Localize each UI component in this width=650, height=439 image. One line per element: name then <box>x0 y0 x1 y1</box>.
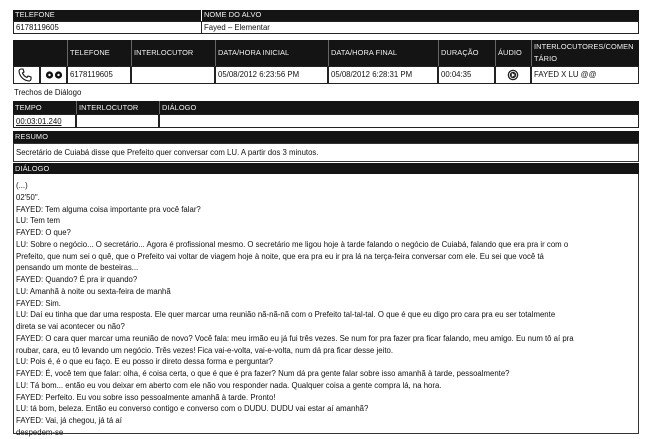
dialogo-line: pensando um monte de besteiras... <box>16 263 139 273</box>
dialogo-line: despedem-se <box>16 427 64 437</box>
row-duracao: 00:04:35 <box>438 66 495 84</box>
resumo-header: RESUMO <box>13 131 639 143</box>
dialogo-line: LU: Pois é, é o que eu faço. E eu posso ir direto dessa forma e perguntar? <box>16 357 274 367</box>
cassette-icon <box>45 70 63 80</box>
dialogo-line: FAYED: Sim. <box>16 298 61 308</box>
trechos-interlocutor-value <box>76 114 159 128</box>
dialogo-lines <box>16 180 574 439</box>
dialogo-line: FAYED: O cara quer marcar uma reunião de novo? Você fala: meu irmão eu já fui três vezes. Se num for pra fazer pra ficar falando, meu amigo. Eu num tô aí pra <box>16 333 574 343</box>
trechos-dialogo-header: DIÁLOGO <box>159 101 639 114</box>
tempo-header: TEMPO <box>13 101 76 114</box>
dialogo-line: LU: Amanhã à noite ou sexta-feira de manhã <box>16 286 171 296</box>
dialogo-line: Prefeito, que num sei o quê, que o Prefeito vai voltar de viagem hoje à noite, que era pra eu ir pra lá na terça-feira conversar com ele. Eu sei que você tá <box>16 251 544 261</box>
row-data-inicial: 05/08/2012 6:23:56 PM <box>215 66 328 84</box>
nome-alvo-header: NOME DO ALVO <box>202 10 639 21</box>
dialogo-line: FAYED: Tem alguma coisa importante pra você falar? <box>16 204 201 214</box>
col-audio-header: ÁUDIO <box>495 40 531 66</box>
row-telefone: 6178119605 <box>67 66 131 84</box>
telefone-value: 6178119605 <box>13 21 202 34</box>
telefone-header: TELEFONE <box>13 10 201 21</box>
col-telefone-header: TELEFONE <box>67 40 131 66</box>
col-duracao-header: DURAÇÃO <box>438 40 495 66</box>
nome-alvo-value: Fayed – Elementar <box>201 21 639 34</box>
dialogo-line: LU: Tem tem <box>16 216 61 226</box>
play-audio-icon[interactable] <box>507 69 519 81</box>
tempo-value: 00:03:01.240 <box>13 114 76 128</box>
col-interlocutor-header: INTERLOCUTOR <box>131 40 215 66</box>
row-data-final: 05/08/2012 6:28:31 PM <box>328 66 438 84</box>
row-interlocutor <box>131 66 215 84</box>
col-inicio-header: DATA/HORA INICIAL <box>215 40 328 66</box>
dialogo-line: FAYED: Perfeito. Eu vou sobre isso pessoalmente amanhã à tarde. Pronto! <box>16 392 276 402</box>
dialogo-line: LU: Daí eu tinha que dar uma resposta. Ele quer marcar uma reunião nã-nã-nã com o Prefeito tal-tal-tal. O que é que eu digo pro cara pra eu ser totalmente <box>16 310 556 320</box>
reel-icon-cell <box>40 66 67 84</box>
col-comentario-header: INTERLOCUTORES/COMEN TÁRIO <box>531 40 639 66</box>
phone-icon <box>18 68 32 82</box>
dialogo-line: 02'50". <box>16 192 40 202</box>
dialogo-line: FAYED: Quando? É pra ir quando? <box>16 275 138 284</box>
call-table-header-lead <box>13 40 67 66</box>
dialogo-line: LU: tá bom, beleza. Então eu converso contigo e converso com o DUDU. DUDU vai estar aí amanhã? <box>16 404 369 414</box>
dialogo-line: direta se vai acontecer ou não? <box>16 322 125 331</box>
dialogo-line: LU: Tá bom... então eu vou deixar em aberto com ele não vou responder nada. Qualquer coisa a gente compra lá, na hora. <box>16 380 442 390</box>
dialogo-line: (...) <box>16 181 28 190</box>
dialogo-line: roubar, cara, eu tô levando um negócio. Três vezes! Fica vai-e-volta, vai-e-volta, num dá pra ficar desse jeito. <box>16 345 394 355</box>
row-audio-cell[interactable] <box>495 66 531 84</box>
dialogo-line: FAYED: Vai, já chegou, já tá aí <box>16 416 122 425</box>
trechos-interlocutor-header: INTERLOCUTOR <box>76 101 159 114</box>
col-fim-header: DATA/HORA FINAL <box>328 40 438 66</box>
dialogo-header: DIÁLOGO <box>13 163 639 174</box>
trechos-title: Trechos de Diálogo <box>14 88 82 97</box>
phone-icon-cell <box>13 66 40 84</box>
dialogo-line: LU: Sobre o negócio... O secretário... Agora é profissional mesmo. O secretário me ligou hoje à tarde falando o negócio de Cuiabá, falando que era pra ir com o <box>16 239 569 249</box>
trechos-dialogo-value <box>159 114 639 128</box>
row-comentario: FAYED X LU @@ <box>531 66 639 84</box>
dialogo-line: FAYED: É, você tem que falar: olha, é coisa certa, o que é que é pra fazer? Num dá pra gente falar sobre isso amanhã à tarde, pessoalmente? <box>16 369 510 378</box>
resumo-text: Secretário de Cuiabá disse que Prefeito quer conversar com LU. A partir dos 3 minutos. <box>16 148 319 157</box>
dialogo-line: FAYED: O que? <box>16 228 71 237</box>
